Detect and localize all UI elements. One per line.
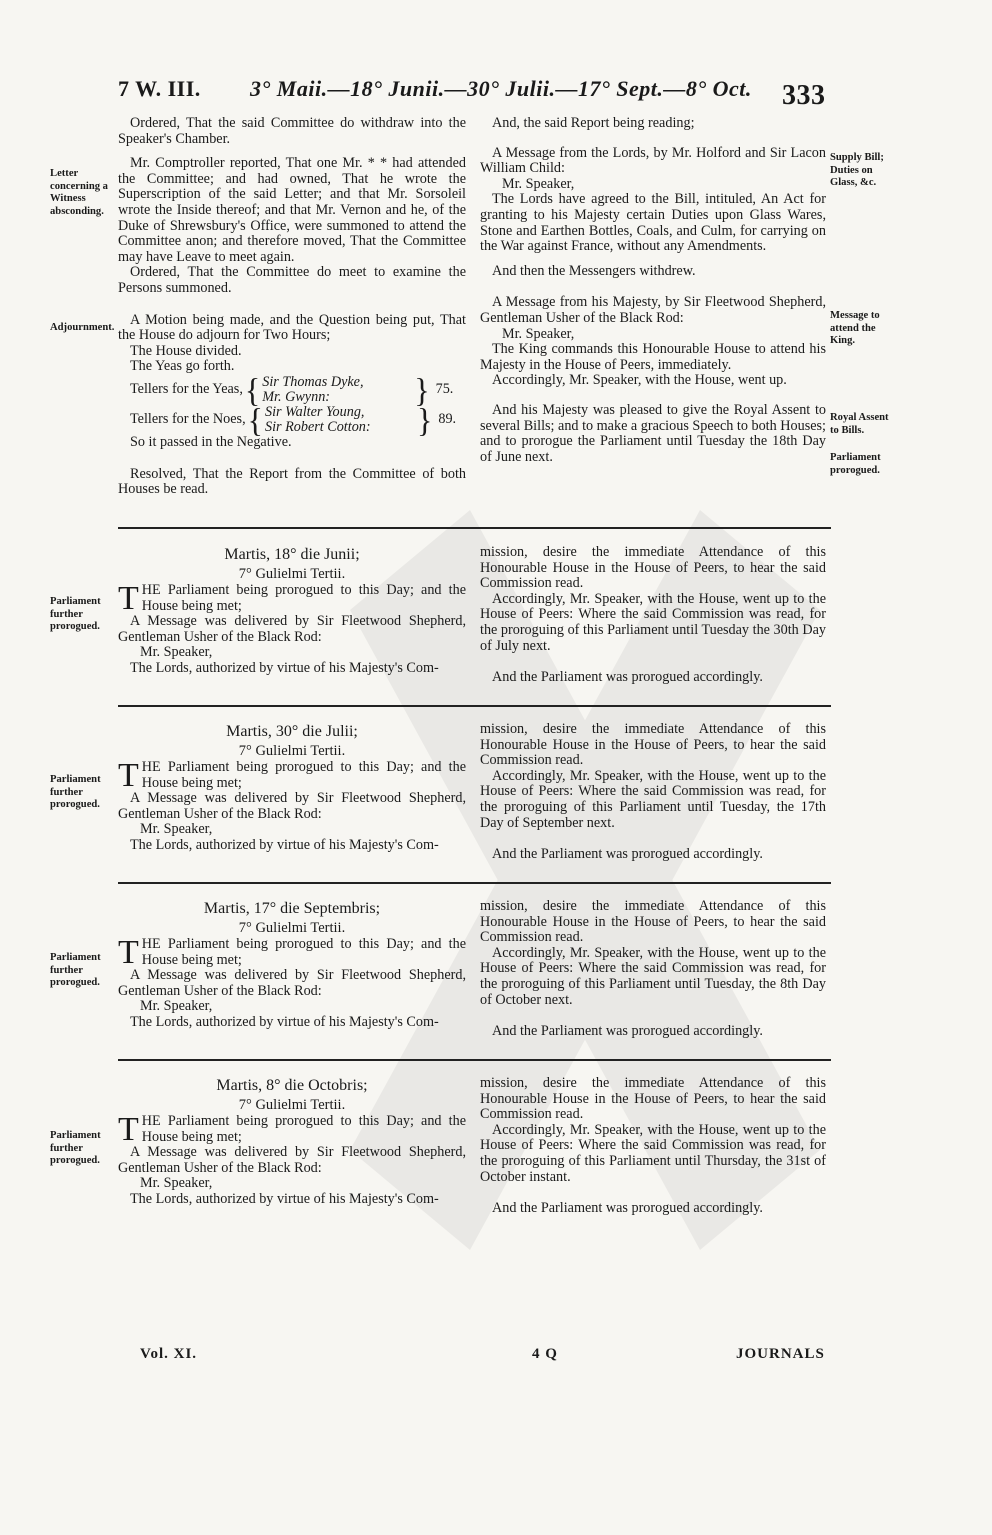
opening-text: HE Parliament being prorogued to this Day; and the House being met; (141, 936, 466, 968)
drop-cap: T (118, 757, 139, 794)
regnal-year: 7° Gulielmi Tertii. (238, 566, 346, 582)
paragraph: And the Parliament was prorogued accordingly. (492, 846, 763, 863)
paragraph: So it passed in the Negative. (130, 433, 292, 450)
margin-note-royal-assent: Royal Assent to Bills. (830, 412, 889, 436)
paragraph: Mr. Comptroller reported, That one Mr. * * had attended the Committee; and had owned, That he wrote the Superscription of the said Letter; and that Mr. Sorsoleil wrote the Inside thereof; and that Mr. Vernon and he, of the Duke of Shrewsbury's Office, were summoned to attend the Committee anon; and therefore moved, That the Committee may have Leave to meet again. (118, 155, 466, 265)
regnal-year: 7° Gulielmi Tertii. (238, 1097, 346, 1113)
opening-text: HE Parliament being prorogued to this Day; and the House being met; (141, 582, 466, 614)
margin-note-further-prorogued: Parliament further prorogued. (50, 1130, 101, 1167)
section-right (480, 545, 826, 686)
tellers-yeas-label: Tellers for the Yeas, (130, 381, 243, 398)
margin-note-supply-bill: Supply Bill; Duties on Glass, &c. (830, 152, 884, 189)
paragraph: Mr. Speaker, (140, 644, 213, 661)
paragraph: The Lords, authorized by virtue of his Majesty's Com- (130, 1190, 439, 1207)
paragraph: And the Parliament was prorogued accordingly. (492, 1023, 763, 1040)
drop-cap: T (118, 1111, 139, 1148)
paragraph: Accordingly, Mr. Speaker, with the House, went up to the House of Peers: Where the said Commission was read, for the proroguing of this Parliament until Thursday, the 31st of October instant. (480, 1121, 826, 1185)
paragraph: A Message from the Lords, by Mr. Holford and Sir Lacon William Child: (480, 144, 826, 177)
paragraph: And the Parliament was prorogued accordingly. (492, 1200, 763, 1217)
margin-note-letter: Letter concerning a Witness absconding. (50, 168, 108, 217)
margin-note-further-prorogued: Parliament further prorogued. (50, 952, 101, 989)
section-right (480, 1076, 826, 1217)
paragraph: And the Parliament was prorogued accordingly. (492, 669, 763, 686)
brace-open: { (244, 371, 261, 409)
paragraph: The Lords, authorized by virtue of his Majesty's Com- (130, 659, 439, 676)
paragraph: Mr. Speaker, (502, 325, 575, 342)
date-heading: Martis, 18° die Junii; (224, 546, 360, 563)
paragraph: The House divided. (130, 342, 242, 359)
section-right (480, 899, 826, 1040)
paragraph: Accordingly, Mr. Speaker, with the House, went up. (492, 372, 787, 389)
date-heading: Martis, 17° die Septembris; (203, 900, 381, 917)
top-right-column (480, 116, 826, 465)
running-head-dates: 3° Maii.—18° Junii.—30° Julii.—17° Sept.—8° Oct. (250, 76, 752, 101)
paragraph: A Message was delivered by Sir Fleetwood Shepherd, Gentleman Usher of the Black Rod: (118, 790, 466, 822)
opening-paragraph (118, 934, 466, 971)
opening-text: HE Parliament being prorogued to this Day; and the House being met; (141, 1113, 466, 1145)
margin-note-message-attend: Message to attend the King. (830, 310, 880, 347)
section-right (480, 722, 826, 863)
paragraph: The King commands this Honourable House to attend his Majesty in the House of Peers, immediately. (480, 341, 826, 373)
footer-volume: Vol. XI. (140, 1346, 198, 1362)
tellers-noes (130, 401, 466, 439)
footer-catchword: JOURNALS (736, 1346, 825, 1362)
yeas-teller-1: Sir Thomas Dyke, (262, 373, 364, 390)
opening-paragraph (118, 757, 466, 794)
paragraph: Ordered, That the said Committee do withdraw into the Speaker's Chamber. (118, 115, 466, 147)
noes-count: 89. (438, 411, 457, 428)
margin-note-further-prorogued: Parliament further prorogued. (50, 774, 101, 811)
paragraph: And, the said Report being reading; (492, 115, 695, 131)
opening-paragraph (118, 1111, 466, 1148)
top-left-column (118, 116, 466, 498)
paragraph: The Lords, authorized by virtue of his Majesty's Com- (130, 836, 439, 853)
paragraph: Mr. Speaker, (502, 175, 575, 192)
paragraph: Ordered, That the Committee do meet to examine the Persons summoned. (118, 264, 466, 296)
yeas-count: 75. (435, 381, 454, 398)
paragraph: Accordingly, Mr. Speaker, with the House, went up to the House of Peers: Where the said Commission was read, for the proroguing of this Parliament until Tuesday the 30th Day of July next. (480, 590, 826, 654)
paragraph: Mr. Speaker, (140, 821, 213, 838)
yeas-teller-2: Mr. Gwynn: (262, 388, 331, 405)
paragraph: And then the Messengers withdrew. (492, 262, 696, 279)
brace-close: } (416, 401, 433, 439)
section-left (118, 722, 466, 854)
section-rule (118, 1059, 831, 1061)
paragraph: A Message from his Majesty, by Sir Fleetwood Shepherd, Gentleman Usher of the Black Rod: (480, 294, 826, 326)
opening-paragraph (118, 580, 466, 617)
margin-note-further-prorogued: Parliament further prorogued. (50, 596, 101, 633)
paragraph: A Message was delivered by Sir Fleetwood Shepherd, Gentleman Usher of the Black Rod: (118, 967, 466, 999)
paragraph: mission, desire the immediate Attendance of this Honourable House in the House of Peers, to hear the said Commission read. (480, 544, 826, 592)
brace-close: } (414, 371, 430, 409)
paragraph: Mr. Speaker, (140, 1175, 213, 1192)
regnal-year: 7° Gulielmi Tertii. (238, 920, 346, 936)
drop-cap: T (118, 934, 139, 971)
section-left (118, 1076, 466, 1208)
noes-teller-1: Sir Walter Young, (264, 403, 365, 420)
paragraph: A Message was delivered by Sir Fleetwood Shepherd, Gentleman Usher of the Black Rod: (118, 1144, 466, 1176)
section-left (118, 899, 466, 1031)
running-head-volume: 7 W. III. (118, 76, 201, 101)
paragraph: Accordingly, Mr. Speaker, with the House, went up to the House of Peers: Where the said Commission was read, for the proroguing of this Parliament until Tuesday, the 17th Day of September next. (480, 767, 826, 831)
paragraph: Resolved, That the Report from the Committee of both Houses be read. (118, 465, 466, 498)
paragraph: A Message was delivered by Sir Fleetwood Shepherd, Gentleman Usher of the Black Rod: (118, 613, 466, 645)
drop-cap: T (118, 580, 139, 617)
brace-open: { (247, 401, 263, 439)
paragraph: mission, desire the immediate Attendance of this Honourable House in the House of Peers, to hear the said Commission read. (480, 1075, 826, 1123)
noes-teller-2: Sir Robert Cotton: (264, 418, 371, 435)
paragraph: mission, desire the immediate Attendance of this Honourable House in the House of Peers, to hear the said Commission read. (480, 721, 826, 769)
margin-note-parliament-prorogued: Parliament prorogued. (830, 452, 881, 476)
paragraph: A Motion being made, and the Question being put, That the House do adjourn for Two Hours; (118, 311, 466, 344)
paragraph: And his Majesty was pleased to give the Royal Assent to several Bills; and to make a gracious Speech to both Houses; and to prorogue the Parliament until Tuesday the 18th Day of June next. (480, 401, 826, 465)
section-left (118, 545, 466, 677)
opening-text: HE Parliament being prorogued to this Day; and the House being met; (141, 759, 466, 791)
date-heading: Martis, 30° die Julii; (226, 723, 358, 740)
paragraph: mission, desire the immediate Attendance of this Honourable House in the House of Peers, to hear the said Commission read. (480, 898, 826, 946)
margin-note-adjournment: Adjournment. (50, 322, 115, 333)
regnal-year: 7° Gulielmi Tertii. (238, 743, 346, 759)
page-number: 333 (782, 80, 826, 111)
section-rule (118, 705, 831, 707)
paragraph: The Lords, authorized by virtue of his Majesty's Com- (130, 1013, 439, 1030)
section-rule (118, 527, 831, 529)
tellers-noes-label: Tellers for the Noes, (130, 411, 246, 428)
paragraph: The Yeas go forth. (130, 358, 235, 375)
paragraph: Mr. Speaker, (140, 998, 213, 1015)
section-rule (118, 882, 831, 884)
date-heading: Martis, 8° die Octobris; (216, 1077, 368, 1094)
tellers-yeas (130, 371, 466, 409)
footer-signature: 4 Q (532, 1346, 558, 1362)
paragraph: The Lords have agreed to the Bill, intituled, An Act for granting to his Majesty certain Duties upon Glass Wares, Stone and Earthen Bottles, Coals, and Culm, for carrying on the War against France, without any Amendments. (480, 191, 826, 255)
paragraph: Accordingly, Mr. Speaker, with the House, went up to the House of Peers: Where the said Commission was read, for the proroguing of this Parliament until Tuesday, the 8th Day of October next. (480, 944, 826, 1008)
